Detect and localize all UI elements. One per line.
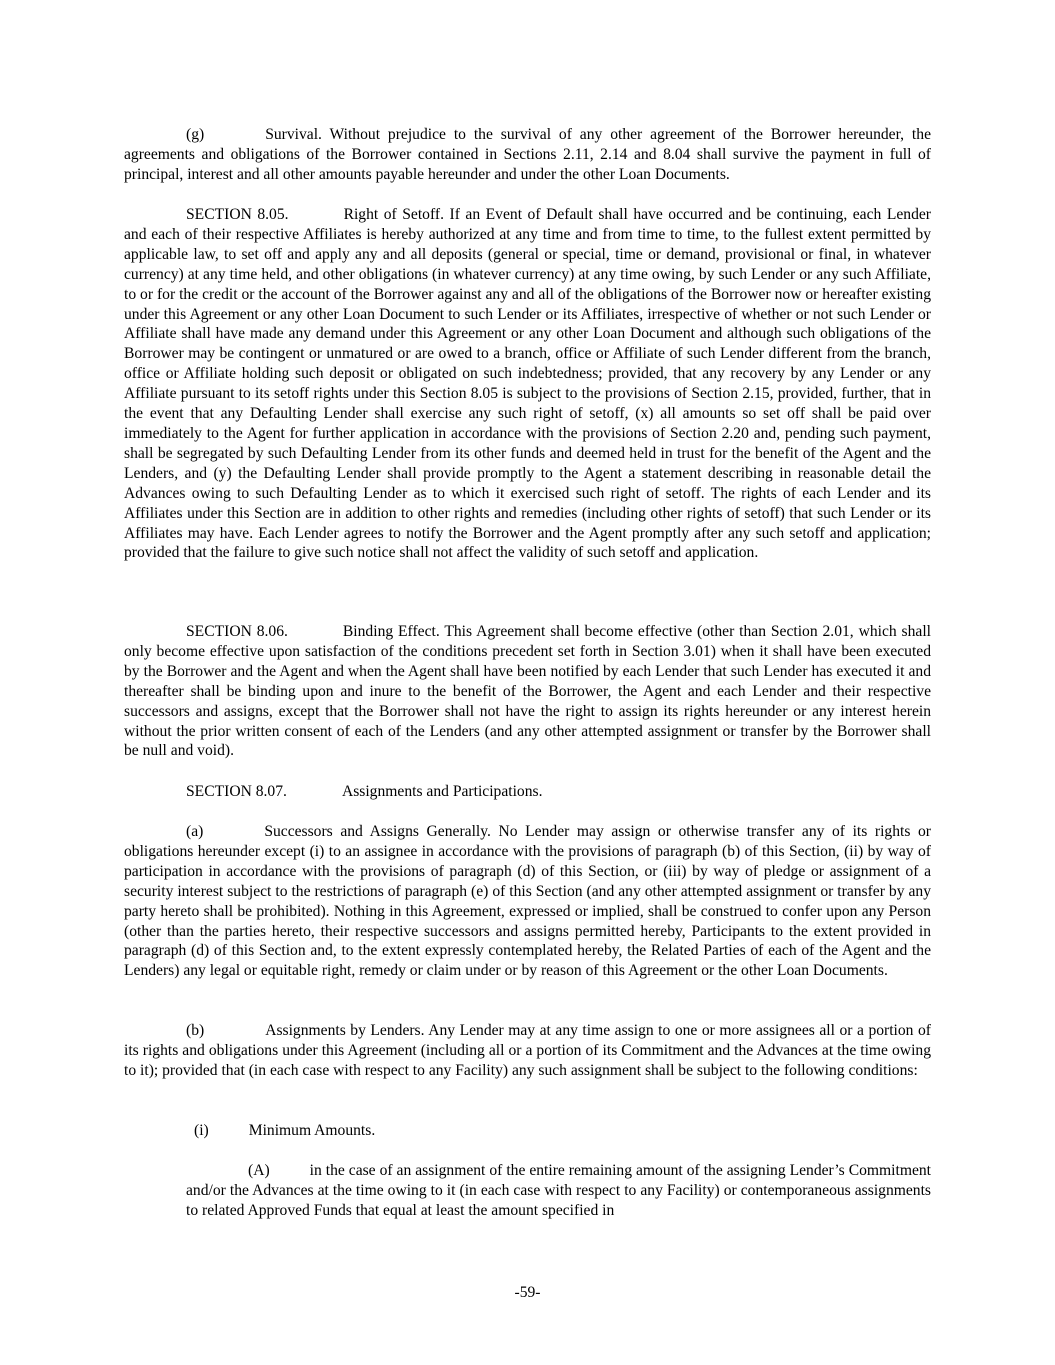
paragraph-b-heading: Assignments by Lenders. <box>265 1022 425 1039</box>
section-8-07-label: SECTION 8.07. <box>186 783 287 800</box>
section-8-05-label: SECTION 8.05. <box>186 206 289 223</box>
subparagraph-i-label: (i) <box>194 1122 209 1139</box>
clause-A-body: in the case of an assignment of the entire remaining amount of the assigning Lender’s Commitment and/or the Advances at the time owing to it (in each case with respect to any Facility) or contemporaneous assignments to related Approved Funds that equal at least the amount specified in <box>186 1162 931 1219</box>
section-8-06-binding-effect <box>124 622 931 761</box>
clause-A-label: (A) <box>248 1162 270 1179</box>
paragraph-b-assignments-by-lenders <box>124 1021 931 1081</box>
paragraph-b-body: Any Lender may at any time assign to one or more assignees all or a portion of its rights and obligations under this Agreement (including all or a portion of its Commitment and the Advances at the time owing to it); provided that (in each case with respect to any Facility) any such assignment shall be subject to the following conditions: <box>124 1022 931 1079</box>
paragraph-a-heading: Successors and Assigns Generally. <box>264 823 491 840</box>
subparagraph-i-minimum-amounts <box>194 1121 931 1141</box>
section-8-07-assignments <box>124 782 931 802</box>
section-8-05-heading: Right of Setoff. <box>343 206 444 223</box>
section-8-05-right-of-setoff <box>124 205 931 563</box>
section-8-06-label: SECTION 8.06. <box>186 623 288 640</box>
paragraph-g-survival <box>124 125 931 185</box>
subparagraph-i-heading: Minimum Amounts. <box>248 1122 376 1139</box>
section-8-06-heading: Binding Effect. <box>342 623 440 640</box>
paragraph-g-heading: Survival. <box>265 126 322 143</box>
paragraph-b-label: (b) <box>186 1022 205 1039</box>
section-8-06-body: This Agreement shall become effective (other than Section 2.01, which shall only become effective upon satisfaction of the conditions precedent set forth in Section 3.01) when it shall have been executed by the Borrower and the Agent and when the Agent shall have been notified by each Lender that such Lender has executed it and thereafter shall be binding upon and inure to the benefit of the Borrower, the Agent and each Lender and their respective successors and assigns, except that the Borrower shall not have the right to assign its rights hereunder or any interest herein without the prior written consent of each of the Lenders (and any other attempted assignment or transfer by the Borrower shall be null and void). <box>124 623 931 760</box>
paragraph-g-body: Without prejudice to the survival of any other agreement of the Borrower hereunder, the agreements and obligations of the Borrower contained in Sections 2.11, 2.14 and 8.04 shall survive the payment in full of principal, interest and all other amounts payable hereunder and under the other Loan Documents. <box>124 126 931 183</box>
paragraph-a-successors-and-assigns <box>124 822 931 981</box>
section-8-07-heading: Assignments and Participations. <box>341 783 543 800</box>
clause-A-entire-remaining-amount <box>186 1161 931 1221</box>
paragraph-a-body: No Lender may assign or otherwise transfer any of its rights or obligations hereunder except (i) to an assignee in accordance with the provisions of paragraph (b) of this Section, (ii) by way of participation in accordance with the provisions of paragraph (d) of this Section, or (iii) by way of pledge or assignment of a security interest subject to the restrictions of paragraph (e) of this Section (and any other attempted assignment or transfer by any party hereto shall be prohibited). Nothing in this Agreement, expressed or implied, shall be construed to confer upon any Person (other than the parties hereto, their respective successors and assigns permitted hereby, Participants to the extent provided in paragraph (d) of this Section and, to the extent expressly contemplated hereby, the Related Parties of each of the Agent and the Lenders) any legal or equitable right, remedy or claim under or by reason of this Agreement or the other Loan Documents. <box>124 823 931 980</box>
section-8-05-body: If an Event of Default shall have occurred and be continuing, each Lender and each of their respective Affiliates is hereby authorized at any time and from time to time, to the fullest extent permitted by applicable law, to set off and apply any and all deposits (general or special, time or demand, provisional or final, in whatever currency) at any time held, and other obligations (in whatever currency) at any time owing, by such Lender or any such Affiliate, to or for the credit or the account of the Borrower against any and all of the obligations of the Borrower now or hereafter existing under this Agreement or any other Loan Document to such Lender or its Affiliates, irrespective of whether or not such Lender or Affiliate shall have made any demand under this Agreement or any other Loan Document and although such obligations of the Borrower may be contingent or unmatured or are owed to a branch, office or Affiliate of such Lender different from the branch, office or Affiliate holding such deposit or obligated on such indebtedness; provided, that any recovery by any Lender or any Affiliate pursuant to its setoff rights under this Section 8.05 is subject to the provisions of Section 2.15, provided, further, that in the event that any Defaulting Lender shall exercise any such right of setoff, (x) all amounts so set off shall be paid over immediately to the Agent for further application in accordance with the provisions of Section 2.20 and, pending such payment, shall be segregated by such Defaulting Lender from its other funds and deemed held in trust for the benefit of the Agent and the Lenders, and (y) the Defaulting Lender shall provide promptly to the Agent a statement describing in reasonable detail the Advances owing to such Defaulting Lender as to which it exercised such right of setoff. The rights of each Lender and its Affiliates under this Section are in addition to other rights and remedies (including other rights of setoff) that such Lender or its Affiliates may have. Each Lender agrees to notify the Borrower and the Agent promptly after any such setoff and application; provided that the failure to give such notice shall not affect the validity of such setoff and application. <box>124 206 931 562</box>
paragraph-a-label: (a) <box>186 823 204 840</box>
paragraph-g-label: (g) <box>186 126 205 143</box>
page-number: -59- <box>514 1284 541 1301</box>
